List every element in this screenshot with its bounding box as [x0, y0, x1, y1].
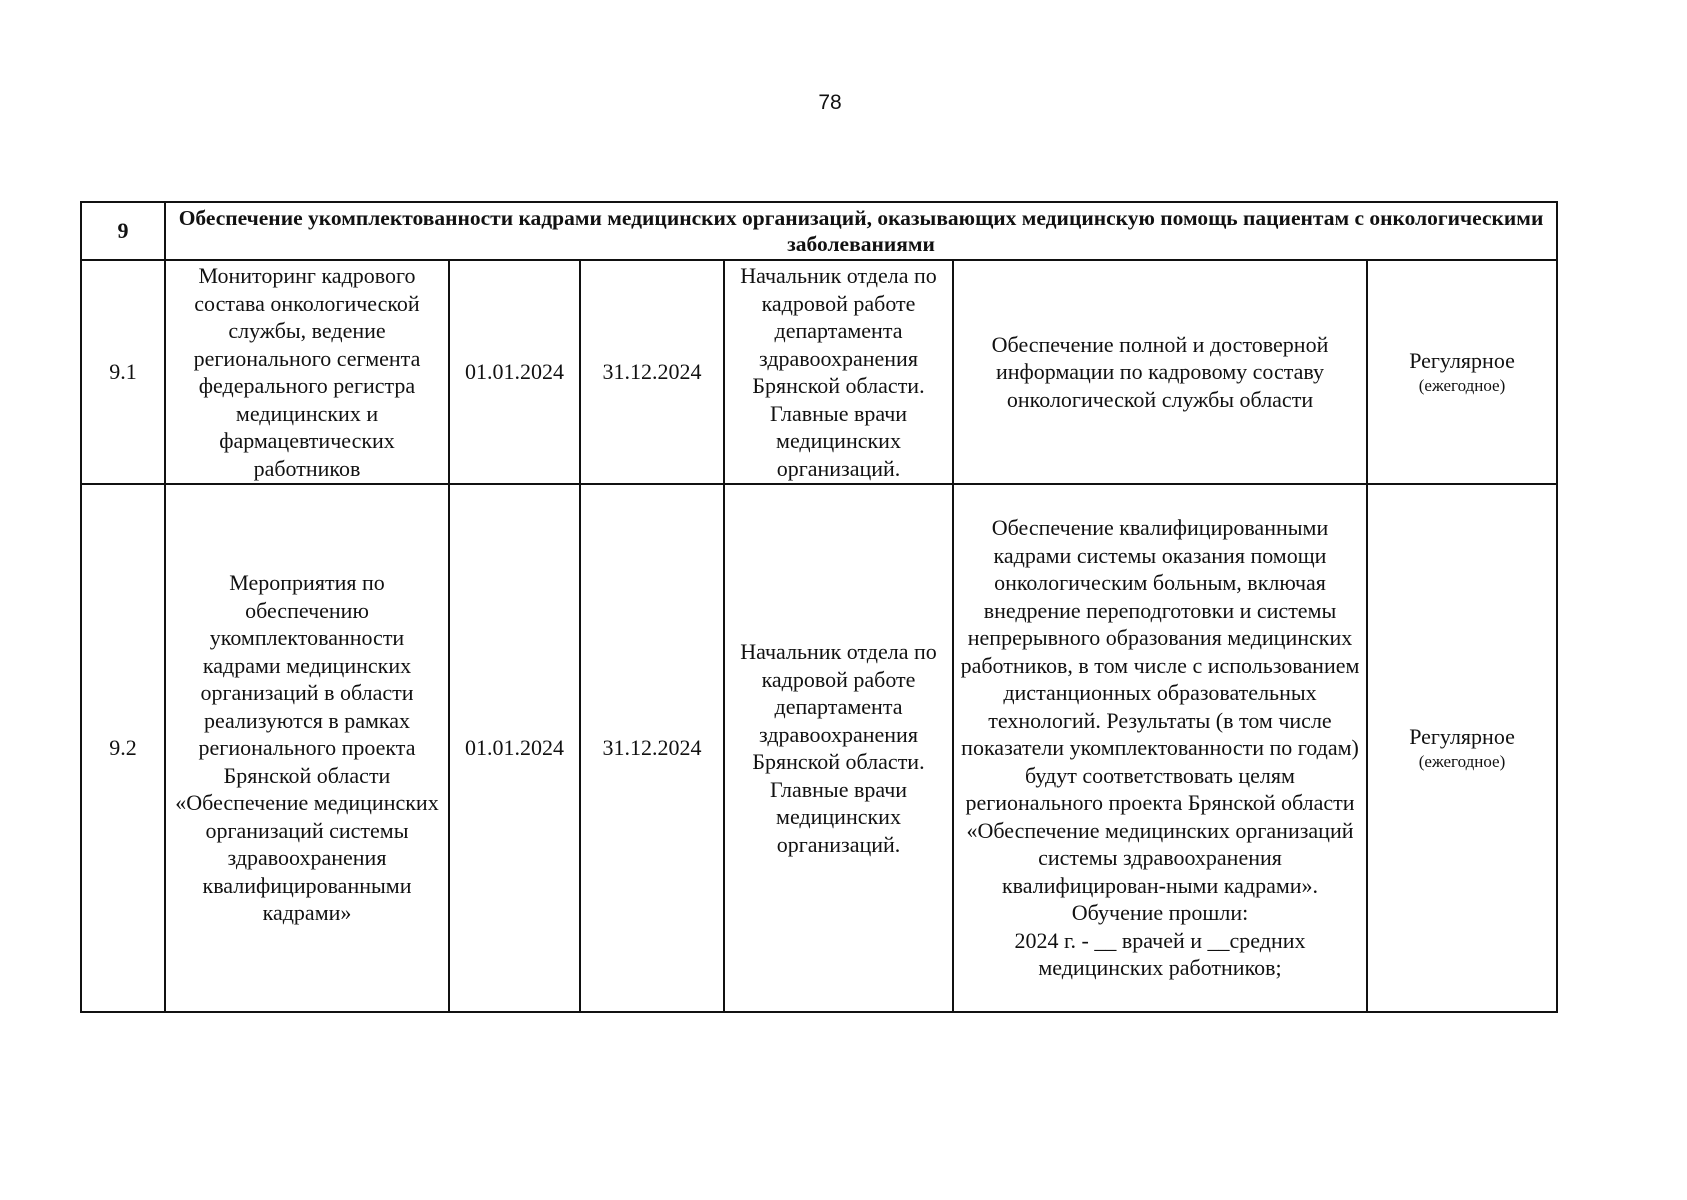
- section-title: Обеспечение укомплектованности кадрами медицинских организаций, оказывающих медицинскую помощь пациентам с онкологическими заболеваниями: [165, 202, 1557, 260]
- result-training-label: Обучение прошли:: [1071, 900, 1249, 926]
- section-row: [81, 202, 1557, 260]
- responsible-cell: Начальник отдела по кадровой работе департамента здравоохранения Брянской области. Главные врачи медицинских организаций.: [724, 260, 953, 484]
- frequency-note: (ежегодное): [1418, 375, 1506, 395]
- frequency-cell: [1367, 260, 1557, 484]
- result-cell: [953, 484, 1367, 1012]
- frequency-label: Регулярное: [1409, 348, 1515, 374]
- table-row: [81, 484, 1557, 1012]
- page-number: 78: [818, 91, 842, 114]
- start-date-cell: 01.01.2024: [449, 260, 580, 484]
- activity-cell: Мероприятия по обеспечению укомплектованности кадрами медицинских организаций в области реализуются в рамках регионального проекта Брянской области «Обеспечение медицинских организаций системы здравоохранения квалифицированными кадрами»: [165, 484, 449, 1012]
- plan-table: [80, 201, 1558, 1013]
- start-date-cell: 01.01.2024: [449, 484, 580, 1012]
- section-number: 9: [81, 202, 165, 260]
- result-training-year: 2024 г. - __ врачей и __средних медицинских работников;: [1014, 927, 1306, 981]
- row-number: 9.2: [81, 484, 165, 1012]
- frequency-cell: [1367, 484, 1557, 1012]
- result-text: Обеспечение квалифицированными кадрами системы оказания помощи онкологическим больным, включая внедрение переподготовки и системы непрерывного образования медицинских работников, в том числе с использованием дистанционных образовательных технологий. Результаты (в том числе показатели укомплектованности по годам) будут соответствовать целям регионального проекта Брянской области «Обеспечение медицинских организаций системы здравоохранения квалифицирован-ными кадрами».: [960, 515, 1360, 898]
- table-row: [81, 260, 1557, 484]
- result-cell: Обеспечение полной и достоверной информации по кадровому составу онкологической службы области: [953, 260, 1367, 484]
- end-date-cell: 31.12.2024: [580, 260, 724, 484]
- responsible-cell: Начальник отдела по кадровой работе департамента здравоохранения Брянской области. Главные врачи медицинских организаций.: [724, 484, 953, 1012]
- frequency-note: (ежегодное): [1418, 751, 1506, 771]
- end-date-cell: 31.12.2024: [580, 484, 724, 1012]
- row-number: 9.1: [81, 260, 165, 484]
- frequency-label: Регулярное: [1409, 724, 1515, 750]
- activity-cell: Мониторинг кадрового состава онкологической службы, ведение регионального сегмента федерального регистра медицинских и фармацевтических работников: [165, 260, 449, 484]
